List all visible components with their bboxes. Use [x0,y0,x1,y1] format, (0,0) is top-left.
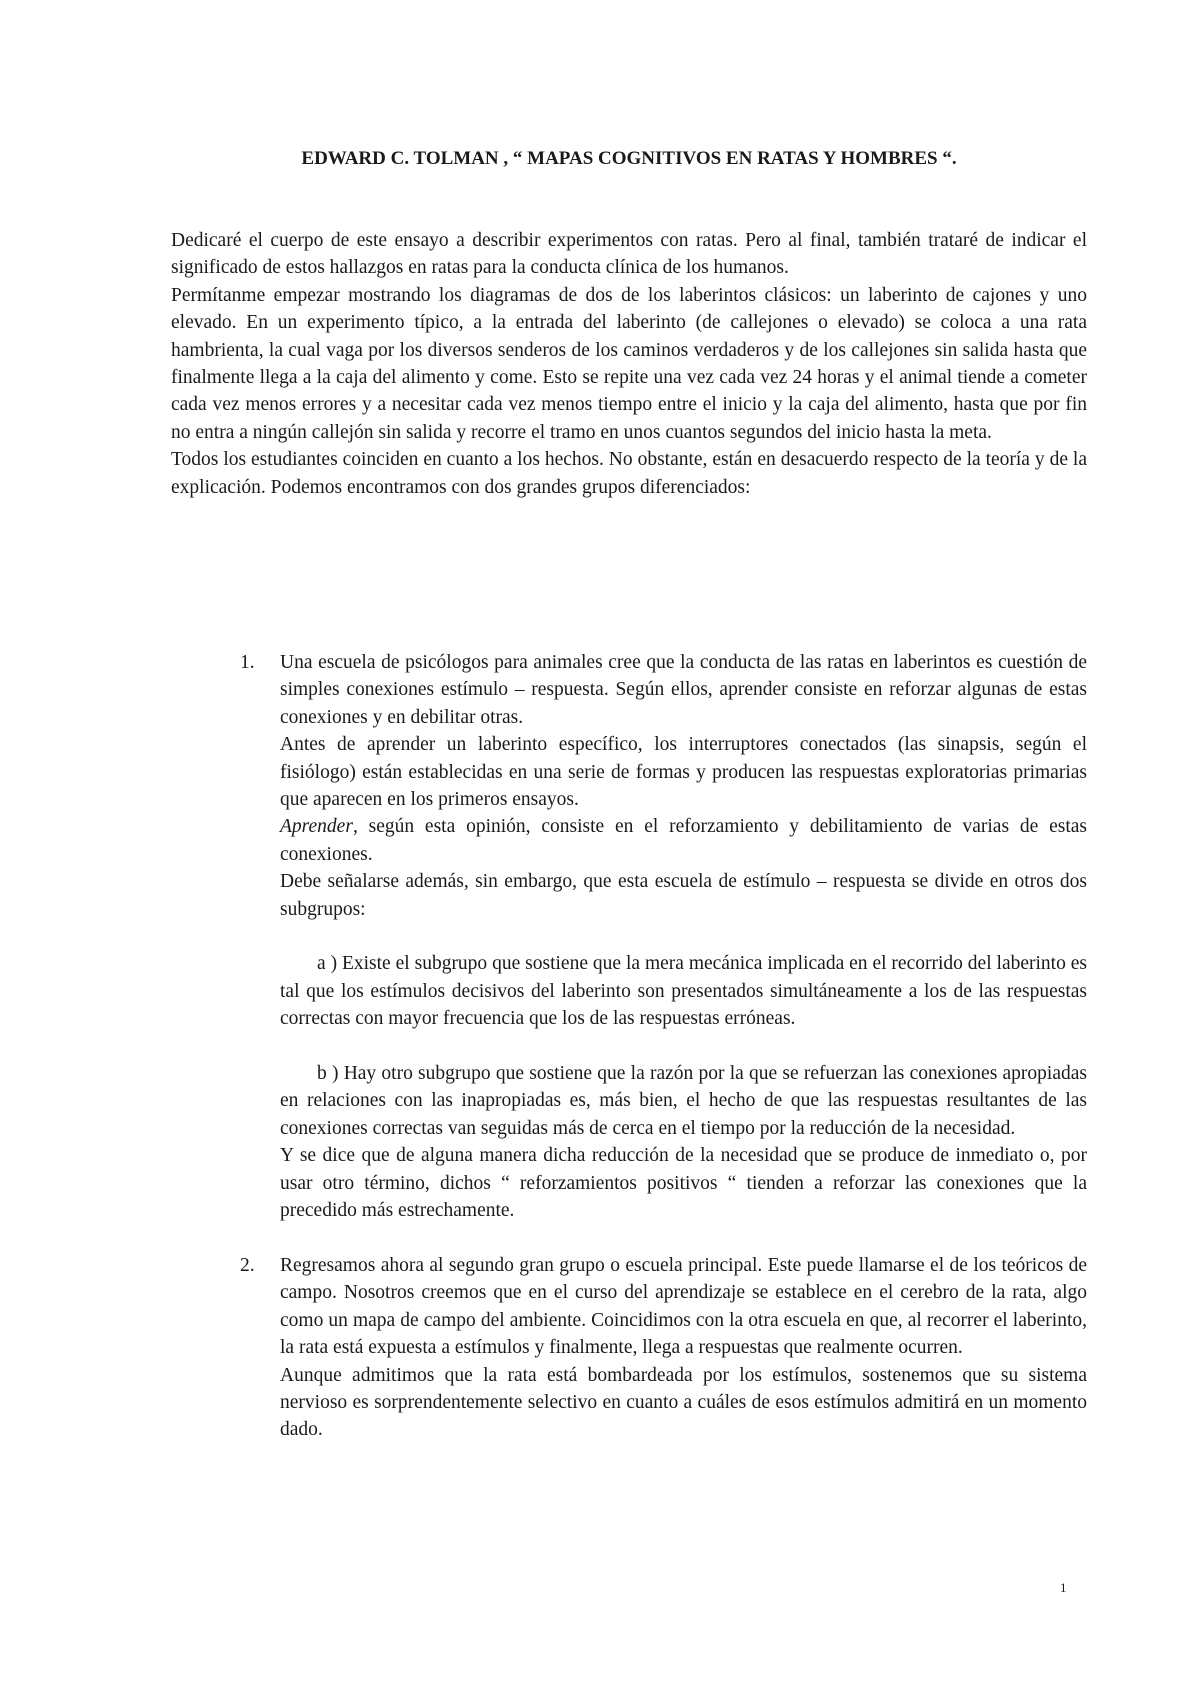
intro-section [171,227,1087,501]
list-number-2: 2. [240,1254,255,1276]
item1-paragraph-1: Una escuela de psicólogos para animales cree que la conducta de las ratas en laberintos es cuestión de simples conexiones estímulo – respuesta. Según ellos, aprender consiste en reforzar algunas de estas conexiones y en debilitar otras. [280,652,1087,728]
page-number: 1 [1060,1580,1067,1595]
item1-paragraph-4: Debe señalarse además, sin embargo, que esta escuela de estímulo – respuesta se divide en otros dos subgrupos: [280,871,1087,920]
document-title: EDWARD C. TOLMAN , “ MAPAS COGNITIVOS EN RATAS Y HOMBRES “. [301,148,957,169]
item1-paragraph-3 [280,813,1087,868]
list-item-2 [240,1252,1087,1444]
item2-paragraph-1: Regresamos ahora al segundo gran grupo o escuela principal. Este puede llamarse el de los teóricos de campo. Nosotros creemos que en el curso del aprendizaje se establece en el cerebro de la rata, algo como un mapa de campo del ambiente. Coincidimos con la otra escuela en que, al recorrer el laberinto, la rata está expuesta a estímulos y finalmente, llega a respuestas que realmente ocurren. [280,1254,1087,1359]
item1-paragraph-5: Y se dice que de alguna manera dicha reducción de la necesidad que se produce de inmediato o, por usar otro término, dichos “ reforzamientos positivos “ tienden a reforzar las conexiones que la precedido más estrechamente. [280,1145,1087,1222]
spacer [280,1225,1087,1252]
subgroup-a: a ) Existe el subgrupo que sostiene que la mera mecánica implicada en el recorrido del laberinto es tal que los estímulos decisivos del laberinto son presentados simultáneamente a los de las respuestas correctas con mayor frecuencia que los de las respuestas erróneas. [280,953,1087,1030]
list-number-1: 1. [240,652,255,673]
subgroup-b: b ) Hay otro subgrupo que sostiene que la razón por la que se refuerzan las conexiones apropiadas en relaciones con las inapropiadas es, más bien, el hecho de que las respuestas resultantes de las conexiones correctas van seguidas más de cerca en el tiempo por la reducción de la necesidad. [280,1063,1087,1139]
item1-paragraph-2: Antes de aprender un laberinto específico, los interruptores conectados (las sinapsis, según el fisiólogo) están establecidas en una serie de formas y producen las respuestas exploratorias primarias que aparecen en los primeros ensayos. [280,734,1087,811]
item1-paragraph-3-rest: , según esta opinión, consiste en el reforzamiento y debilitamiento de varias de estas conexiones. [280,816,1087,865]
emphasis-aprender: Aprender [280,816,353,838]
spacer [280,923,1087,950]
list-item-1 [240,649,1087,1252]
intro-paragraph-2: Permítanme empezar mostrando los diagramas de dos de los laberintos clásicos: un laberinto de cajones y uno elevado. En un experimento típico, a la entrada del laberinto (de callejones o elevado) se coloca a una rata hambrienta, la cual vaga por los diversos senderos de los caminos verdaderos y de los callejones sin salida hasta que finalmente llega a la caja del alimento y come. Esto se repite una vez cada vez 24 horas y el animal tiende a cometer cada vez menos errores y a necesitar cada vez menos tiempo entre el inicio y la caja del alimento, hasta que por fin no entra a ningún callejón sin salida y recorre el tramo en unos cuantos segundos del inicio hasta la meta. [171,284,1087,443]
numbered-list [240,649,1087,1444]
intro-paragraph-3: Todos los estudiantes coinciden en cuanto a los hechos. No obstante, están en desacuerdo respecto de la teoría y de la explicación. Podemos encontramos con dos grandes grupos diferenciados: [171,449,1087,498]
intro-paragraph-1: Dedicaré el cuerpo de este ensayo a describir experimentos con ratas. Pero al final, también trataré de indicar el significado de estos hallazgos en ratas para la conducta clínica de los humanos. [171,230,1087,279]
item2-paragraph-2: Aunque admitimos que la rata está bombardeada por los estímulos, sostenemos que su sistema nervioso es sorprendentemente selectivo en cuanto a cuáles de esos estímulos admitirá en un momento dado. [280,1364,1087,1441]
spacer [280,1033,1087,1060]
